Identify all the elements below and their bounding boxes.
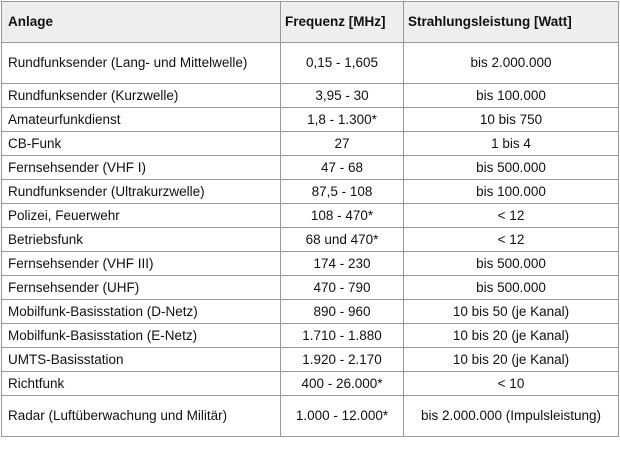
table-row — [2, 300, 619, 324]
cell-anlage: Amateurfunkdienst — [2, 108, 281, 132]
cell-strahlungsleistung: bis 2.000.000 — [404, 43, 619, 84]
table-body — [2, 43, 619, 437]
table-row — [2, 156, 619, 180]
cell-strahlungsleistung: < 12 — [404, 228, 619, 252]
cell-anlage: Richtfunk — [2, 372, 281, 396]
cell-anlage: Betriebsfunk — [2, 228, 281, 252]
cell-frequenz: 890 - 960 — [281, 300, 404, 324]
cell-strahlungsleistung: 10 bis 20 (je Kanal) — [404, 348, 619, 372]
cell-anlage: Mobilfunk-Basisstation (E-Netz) — [2, 324, 281, 348]
cell-anlage: Fernsehsender (VHF I) — [2, 156, 281, 180]
cell-strahlungsleistung: 10 bis 750 — [404, 108, 619, 132]
column-header-frequenz: Frequenz [MHz] — [281, 2, 404, 43]
table-row — [2, 252, 619, 276]
table-row — [2, 372, 619, 396]
cell-strahlungsleistung: bis 500.000 — [404, 252, 619, 276]
cell-frequenz: 68 und 470* — [281, 228, 404, 252]
cell-strahlungsleistung: 10 bis 50 (je Kanal) — [404, 300, 619, 324]
frequency-table — [1, 1, 619, 437]
cell-frequenz: 27 — [281, 132, 404, 156]
column-header-anlage: Anlage — [2, 2, 281, 43]
table-row — [2, 180, 619, 204]
cell-frequenz: 174 - 230 — [281, 252, 404, 276]
cell-frequenz: 3,95 - 30 — [281, 84, 404, 108]
table-row — [2, 324, 619, 348]
cell-frequenz: 400 - 26.000* — [281, 372, 404, 396]
cell-anlage: Rundfunksender (Lang- und Mittelwelle) — [2, 43, 281, 84]
table-row — [2, 228, 619, 252]
table-row — [2, 396, 619, 437]
cell-strahlungsleistung: bis 2.000.000 (Impulsleistung) — [404, 396, 619, 437]
table-row — [2, 276, 619, 300]
table-row — [2, 348, 619, 372]
table-row — [2, 84, 619, 108]
table-row — [2, 108, 619, 132]
column-header-strahlungsleistung: Strahlungsleistung [Watt] — [404, 2, 619, 43]
cell-anlage: Fernsehsender (UHF) — [2, 276, 281, 300]
cell-anlage: CB-Funk — [2, 132, 281, 156]
table-row — [2, 132, 619, 156]
table-header — [2, 2, 619, 43]
table-row — [2, 204, 619, 228]
cell-strahlungsleistung: bis 100.000 — [404, 84, 619, 108]
cell-anlage: Rundfunksender (Kurzwelle) — [2, 84, 281, 108]
cell-frequenz: 1.000 - 12.000* — [281, 396, 404, 437]
cell-frequenz: 1.920 - 2.170 — [281, 348, 404, 372]
cell-strahlungsleistung: bis 500.000 — [404, 276, 619, 300]
cell-anlage: Polizei, Feuerwehr — [2, 204, 281, 228]
cell-strahlungsleistung: bis 500.000 — [404, 156, 619, 180]
cell-frequenz: 87,5 - 108 — [281, 180, 404, 204]
cell-anlage: Rundfunksender (Ultrakurzwelle) — [2, 180, 281, 204]
table-row — [2, 43, 619, 84]
cell-frequenz: 1,8 - 1.300* — [281, 108, 404, 132]
cell-frequenz: 47 - 68 — [281, 156, 404, 180]
cell-anlage: UMTS-Basisstation — [2, 348, 281, 372]
cell-frequenz: 0,15 - 1,605 — [281, 43, 404, 84]
cell-frequenz: 470 - 790 — [281, 276, 404, 300]
cell-frequenz: 1.710 - 1.880 — [281, 324, 404, 348]
cell-anlage: Fernsehsender (VHF III) — [2, 252, 281, 276]
cell-frequenz: 108 - 470* — [281, 204, 404, 228]
cell-strahlungsleistung: bis 100.000 — [404, 180, 619, 204]
table-container — [1, 1, 619, 437]
cell-anlage: Radar (Luftüberwachung und Militär) — [2, 396, 281, 437]
cell-strahlungsleistung: 1 bis 4 — [404, 132, 619, 156]
cell-strahlungsleistung: < 12 — [404, 204, 619, 228]
cell-strahlungsleistung: 10 bis 20 (je Kanal) — [404, 324, 619, 348]
header-row — [2, 2, 619, 43]
cell-strahlungsleistung: < 10 — [404, 372, 619, 396]
cell-anlage: Mobilfunk-Basisstation (D-Netz) — [2, 300, 281, 324]
